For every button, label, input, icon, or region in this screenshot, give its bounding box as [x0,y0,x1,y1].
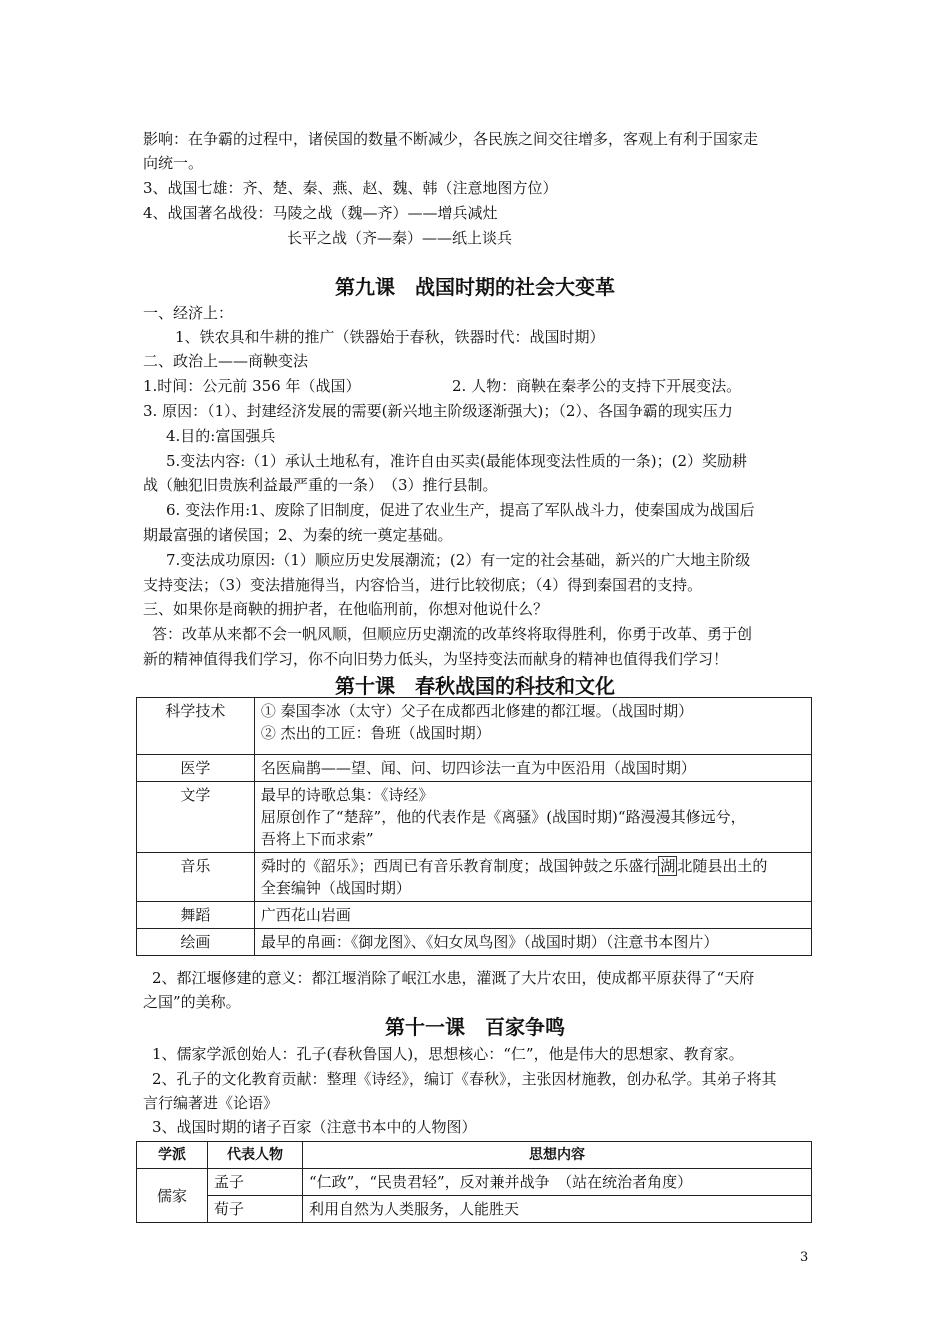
text-line: 战（触犯旧贵族利益最严重的一条） （3）推行县制。 [143,476,498,494]
table-cell: 最早的帛画：《御龙图》、《妇女凤鸟图》（战国时期）（注意书本图片） [254,929,811,956]
table-cell: “仁政”，“民贵君轻”，反对兼并战争 （站在统治者角度） [303,1169,812,1196]
text-line: 二、政治上——商鞅变法 [143,352,309,370]
text-line: 1、儒家学派创始人：孔子(春秋鲁国人)，思想核心：“仁”，他是伟大的思想家、教育家。 [152,1045,744,1063]
science-culture-table [136,697,812,956]
lesson-11-title: 第十一课 百家争鸣 [385,1015,565,1039]
table-cell [254,782,811,853]
text-line: 新的精神值得我们学习，你不向旧势力低头，为坚持变法而献身的精神也值得我们学习！ [143,650,729,668]
text-line: 4.目的:富国强兵 [166,427,276,445]
cell-line: 最早的诗歌总集：《诗经》 [260,786,434,804]
table-row [137,1169,812,1196]
text-line: 2. 人物：商鞅在秦孝公的支持下开展变法。 [452,377,742,395]
text-line: 支持变法；（3）变法措施得当，内容恰当，进行比较彻底；（4）得到秦国君的支持。 [143,576,703,594]
table-cell: 舞蹈 [137,902,255,929]
table-row [137,853,812,902]
cell-text: 舜时的《韶乐》；西周已有音乐教育制度；战国钟鼓之乐盛行 [260,857,659,875]
text-line: 2、都江堰修建的意义：都江堰消除了岷江水患，灌溉了大片农田，使成都平原获得了“天府 [152,969,755,987]
cell-line: 屈原创作了“楚辞”，他的代表作是《离骚》(战国时期)“路漫漫其修远兮， [260,808,746,826]
table-row [137,755,812,782]
table-cell: 绘画 [137,929,255,956]
table-cell: 文学 [137,782,255,853]
lesson-9-title: 第九课 战国时期的社会大变革 [335,275,615,299]
column-header: 思想内容 [303,1142,812,1169]
table-cell: 广西花山岩画 [254,902,811,929]
table-cell: 孟子 [208,1169,303,1196]
text-line: 向统一。 [143,154,204,172]
table-cell: 儒家 [137,1169,208,1223]
table-cell: 名医扁鹊——望、闻、问、切四诊法一直为中医沿用（战国时期） [254,755,811,782]
text-line: 3. 原因：（1）、封建经济发展的需要(新兴地主阶级逐渐强大)；（2）、各国争霸的现实压力 [143,402,733,420]
text-line: 2、孔子的文化教育贡献：整理《诗经》，编订《春秋》，主张因材施教，创办私学。其弟子将其 [152,1070,777,1088]
table-cell: 利用自然为人类服务，人能胜天 [303,1196,812,1223]
text-line: 言行编著进《论语》 [143,1094,279,1112]
table-row [137,698,812,755]
text-line: 三、如果你是商鞅的拥护者，在他临刑前，你想对他说什么？ [143,600,549,618]
text-line: 5.变法内容:（1）承认土地私有，准许自由买卖(最能体现变法性质的一条)；(2）奖励耕 [166,452,748,470]
cell-line: ② 杰出的工匠：鲁班（战国时期） [260,724,491,742]
table-header-row [137,1142,812,1169]
table-cell: 医学 [137,755,255,782]
table-cell: 科学技术 [137,698,255,755]
highlighted-char: 湖 [660,857,676,875]
text-line: 6. 变法作用:1、废除了旧制度，促进了农业生产，提高了军队战斗力，使秦国成为战国后 [166,501,755,519]
cell-text: 北随县出土的 [677,857,768,875]
cell-line: 全套编钟（战国时期） [260,879,411,897]
table-cell [254,698,811,755]
cell-line: ① 秦国李冰（太守）父子在成都西北修建的都江堰。（战国时期） [260,702,694,720]
text-line: 7.变法成功原因:（1）顺应历史发展潮流；(2）有一定的社会基础，新兴的广大地主阶级 [166,551,751,569]
hundred-schools-table [136,1141,812,1223]
page-number: 3 [800,1250,809,1265]
text-line: 1、铁农具和牛耕的推广（铁器始于春秋，铁器时代：战国时期） [175,328,605,346]
text-line: 影响：在争霸的过程中，诸侯国的数量不断减少，各民族之间交往增多，客观上有利于国家走 [143,130,759,148]
column-header: 代表人物 [208,1142,303,1169]
lesson-10-title: 第十课 春秋战国的科技和文化 [335,674,615,698]
text-line: 期最富强的诸侯国；2、为秦的统一奠定基础。 [143,526,453,544]
text-line: 长平之战（齐—秦）——纸上谈兵 [287,229,513,247]
text-line: 答：改革从来都不会一帆风顺，但顺应历史潮流的改革终将取得胜利，你勇于改革、勇于创 [152,625,753,643]
text-line: 3、战国七雄：齐、楚、秦、燕、赵、魏、韩（注意地图方位） [143,179,558,197]
cell-line: 吾将上下而求索” [260,830,374,848]
text-line: 1.时间：公元前 356 年（战国） [143,377,361,395]
text-line: 之国”的美称。 [143,993,241,1011]
table-cell [254,853,811,902]
text-line: 一、经济上： [143,304,234,322]
column-header: 学派 [137,1142,208,1169]
table-cell: 音乐 [137,853,255,902]
text-line: 4、战国著名战役：马陵之战（魏—齐）——增兵减灶 [143,204,498,222]
table-row [137,1196,812,1223]
cell-line [261,855,805,877]
text-line: 3、战国时期的诸子百家（注意书本中的人物图） [152,1118,477,1136]
table-row [137,782,812,853]
table-row [137,929,812,956]
table-cell: 荀子 [208,1196,303,1223]
table-row [137,902,812,929]
